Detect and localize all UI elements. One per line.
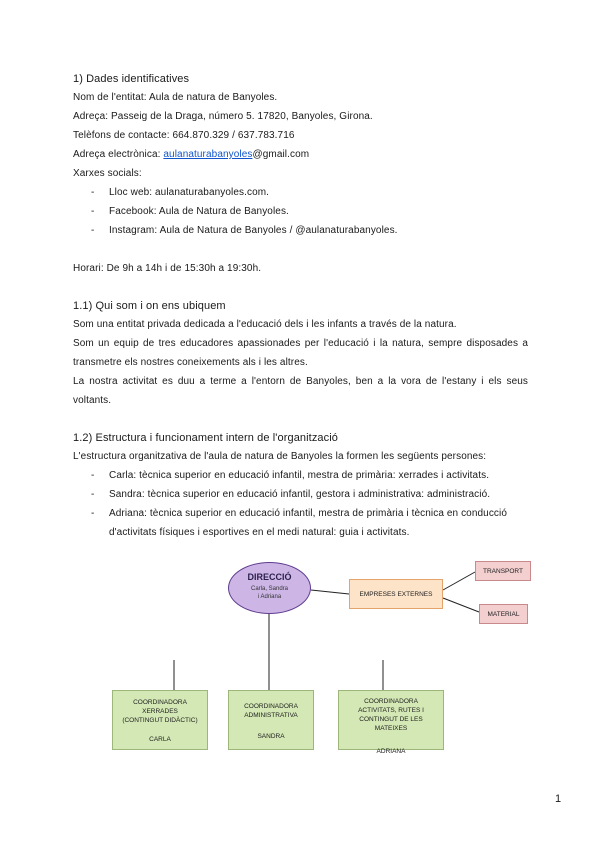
direction-node	[228, 562, 311, 614]
phones-line: Telèfons de contacte: 664.870.329 / 637.783.716	[73, 130, 295, 141]
coordinator-activities-title: COORDINADORA ACTIVITATS, RUTES I CONTINGUT DE LES MATEIXES	[358, 698, 424, 732]
entity-name-line: Nom de l'entitat: Aula de natura de Banyoles.	[73, 92, 278, 103]
list-bullet: -	[91, 470, 95, 481]
list-item-instagram: Instagram: Aula de Natura de Banyoles / @aulanaturabanyoles.	[109, 225, 398, 236]
direction-members-line1: Carla, Sandra	[250, 586, 289, 592]
list-bullet: -	[91, 489, 95, 500]
address-line: Adreça: Passeig de la Draga, número 5. 17820, Banyoles, Girona.	[73, 111, 373, 122]
list-item-sandra: Sandra: tècnica superior en educació infantil, gestora i administrativa: administració.	[109, 489, 491, 500]
email-domain: @gmail.com	[252, 149, 310, 160]
list-bullet: -	[91, 225, 95, 236]
list-item-facebook: Facebook: Aula de Natura de Banyoles.	[109, 206, 289, 217]
email-link[interactable]: aulanaturabanyoles	[163, 149, 253, 160]
external-companies-node: EMPRESES EXTERNES	[349, 579, 443, 609]
direction-members-line2: i Adriana	[257, 594, 282, 600]
connector-direction-external	[311, 590, 349, 594]
paragraph-line: voltants.	[73, 395, 112, 406]
list-item-carla: Carla: tècnica superior en educació infantil, mestra de primària: xerrades i activitats.	[109, 470, 490, 481]
section-heading-identification: 1) Dades identificatives	[73, 73, 190, 85]
section-heading-structure: 1.2) Estructura i funcionament intern de l'organització	[73, 432, 339, 444]
email-label: Adreça electrònica:	[73, 149, 164, 160]
social-networks-label: Xarxes socials:	[73, 168, 142, 179]
page-number: 1	[555, 793, 562, 805]
coordinator-talks-name: CARLA	[149, 736, 171, 743]
paragraph-line: Som una entitat privada dedicada a l'educació dels i les infants a través de la natura.	[73, 319, 457, 330]
coordinator-admin-name: SANDRA	[257, 733, 285, 740]
list-item-website: Lloc web: aulanaturabanyoles.com.	[109, 187, 270, 198]
coordinator-activities-name: ADRIANA	[376, 748, 406, 755]
paragraph-line: La nostra activitat es duu a terme a l'entorn de Banyoles, ben a la vora de l'estany i els seus	[73, 376, 528, 387]
material-node: MATERIAL	[479, 604, 528, 624]
paragraph-line: transmetre els nostres coneixements als i les altres.	[73, 357, 308, 368]
section-heading-who-we-are: 1.1) Qui som i on ens ubiquem	[73, 300, 226, 312]
coordinator-talks-title: COORDINADORA XERRADES (CONTINGUT DIDÀCTIC)	[122, 699, 198, 724]
list-item-adriana-continued: d'activitats físiques i esportives en el medi natural: guia i activitats.	[109, 527, 410, 538]
list-bullet: -	[91, 187, 95, 198]
list-bullet: -	[91, 508, 95, 519]
list-bullet: -	[91, 206, 95, 217]
list-item-adriana: Adriana: tècnica superior en educació infantil, mestra de primària i tècnica en conducció	[109, 508, 507, 519]
structure-intro: L'estructura organitzativa de l'aula de natura de Banyoles la formen les següents persones:	[73, 451, 487, 462]
transport-node: TRANSPORT	[475, 561, 531, 581]
coordinator-admin-node	[228, 690, 314, 750]
paragraph-line: Som un equip de tres educadores apassionades per l'educació i la natura, sempre disposades a	[73, 338, 528, 349]
coordinator-admin-title: COORDINADORA ADMINISTRATIVA	[244, 703, 298, 719]
connector-external-material	[443, 598, 479, 612]
coordinator-talks-node	[112, 690, 208, 750]
direction-title: DIRECCIÓ	[247, 572, 292, 582]
connector-external-transport	[443, 572, 475, 590]
coordinator-activities-node	[338, 690, 444, 755]
schedule-line: Horari: De 9h a 14h i de 15:30h a 19:30h.	[73, 263, 262, 274]
